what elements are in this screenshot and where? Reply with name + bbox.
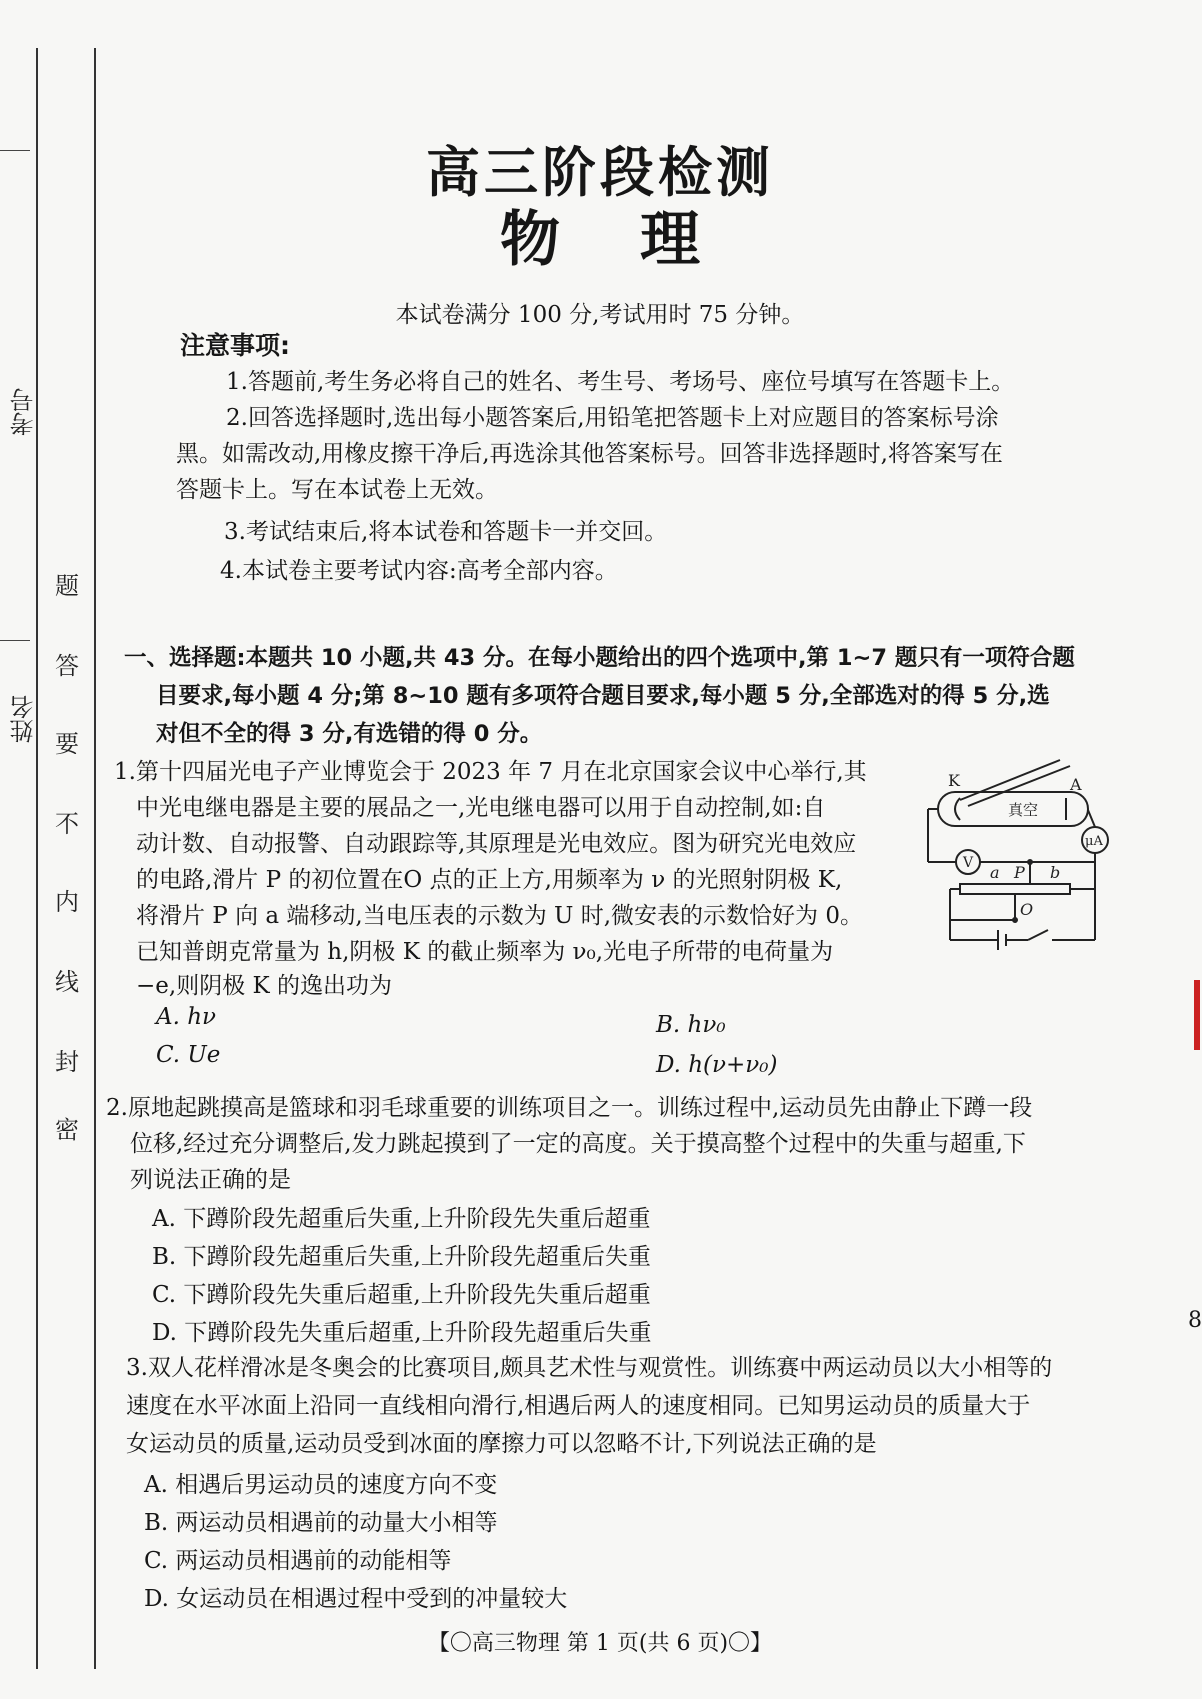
binding-line-outer bbox=[36, 48, 38, 1669]
question-1-text: 将滑片 P 向 a 端移动,当电压表的示数为 U 时,微安表的示数恰好为 0。 bbox=[136, 903, 864, 929]
notice-item: 2.回答选择题时,选出每小题答案后,用铅笔把答题卡上对应题目的答案标号涂 bbox=[226, 405, 999, 431]
label-o: O bbox=[1020, 900, 1034, 919]
subject-title: 物理 bbox=[500, 205, 780, 275]
label-a-terminal: A bbox=[1070, 775, 1082, 794]
photoelectric-circuit-diagram bbox=[920, 760, 1120, 960]
fill-line bbox=[0, 640, 30, 641]
seal-char: 封 bbox=[55, 1048, 79, 1076]
label-a: a bbox=[990, 863, 1000, 882]
label-p: P bbox=[1014, 863, 1025, 882]
label-microammeter: μA bbox=[1085, 834, 1103, 849]
edge-mark: 8 bbox=[1188, 1308, 1202, 1333]
question-1-text: 中光电继电器是主要的展品之一,光电继电器可以用于自动控制,如:自 bbox=[136, 795, 826, 821]
label-vacuum: 真空 bbox=[1008, 801, 1039, 819]
label-k: K bbox=[948, 771, 960, 790]
q1-option-d: D. h(ν+ν₀) bbox=[656, 1052, 778, 1078]
notice-item: 黑。如需改动,用橡皮擦干净后,再选涂其他答案标号。回答非选择题时,将答案写在 bbox=[176, 441, 1003, 467]
question-1-text: 已知普朗克常量为 h,阴极 K 的截止频率为 ν₀,光电子所带的电荷量为 bbox=[136, 939, 834, 965]
page-title: 高三阶段检测 bbox=[426, 140, 774, 204]
question-3-text: 3.双人花样滑冰是冬奥会的比赛项目,颇具艺术性与观赏性。训练赛中两运动员以大小相等的 bbox=[126, 1355, 1053, 1381]
seal-char: 密 bbox=[55, 1116, 79, 1144]
q2-option-b: B. 下蹲阶段先超重后失重,上升阶段先超重后失重 bbox=[152, 1244, 651, 1270]
q2-option-a: A. 下蹲阶段先超重后失重,上升阶段先失重后超重 bbox=[152, 1206, 651, 1232]
light-ray bbox=[968, 766, 1070, 806]
question-1-text: 1.第十四届光电子产业博览会于 2023 年 7 月在北京国家会议中心举行,其 bbox=[114, 759, 867, 785]
exam-info: 本试卷满分 100 分,考试用时 75 分钟。 bbox=[395, 302, 805, 328]
question-2-text: 位移,经过充分调整后,发力跳起摸到了一定的高度。关于摸高整个过程中的失重与超重,下 bbox=[130, 1131, 1026, 1157]
notice-item: 1.答题前,考生务必将自己的姓名、考生号、考场号、座位号填写在答题卡上。 bbox=[226, 369, 1015, 395]
notice-item: 4.本试卷主要考试内容:高考全部内容。 bbox=[220, 558, 618, 584]
exam-no-label: 考号 bbox=[10, 388, 38, 436]
rheostat bbox=[960, 884, 1070, 894]
q3-option-c: C. 两运动员相遇前的动能相等 bbox=[144, 1548, 452, 1574]
cathode bbox=[955, 798, 960, 820]
question-1-text: 的电路,滑片 P 的初位置在O 点的正上方,用频率为 ν 的光照射阴极 K, bbox=[136, 867, 843, 893]
label-voltmeter: V bbox=[963, 855, 974, 871]
page-footer: 【〇高三物理 第 1 页(共 6 页)〇】 bbox=[427, 1631, 773, 1656]
seal-char: 内 bbox=[55, 888, 79, 916]
notice-heading: 注意事项: bbox=[180, 331, 290, 360]
notice-item: 3.考试结束后,将本试卷和答题卡一并交回。 bbox=[224, 519, 668, 545]
q1-option-c: C. Ue bbox=[156, 1042, 221, 1068]
seal-char: 答 bbox=[55, 652, 79, 680]
q2-option-c: C. 下蹲阶段先失重后超重,上升阶段先失重后超重 bbox=[152, 1282, 651, 1308]
q1-option-a: A. hν bbox=[156, 1004, 217, 1030]
question-1-text: −e,则阴极 K 的逸出功为 bbox=[136, 973, 392, 999]
seal-char: 题 bbox=[55, 572, 79, 600]
question-2-text: 2.原地起跳摸高是篮球和羽毛球重要的训练项目之一。训练过程中,运动员先由静止下蹲一段 bbox=[106, 1095, 1033, 1121]
light-ray bbox=[960, 760, 1060, 800]
q1-option-b: B. hν₀ bbox=[656, 1012, 726, 1038]
section-instruction: 目要求,每小题 4 分;第 8~10 题有多项符合题目要求,每小题 5 分,全部选对的得 5 分,选 bbox=[156, 683, 1050, 709]
section-instruction: 对但不全的得 3 分,有选错的得 0 分。 bbox=[156, 721, 543, 747]
red-edge-mark bbox=[1194, 980, 1200, 1050]
label-b: b bbox=[1050, 863, 1061, 882]
question-1-text: 动计数、自动报警、自动跟踪等,其原理是光电效应。图为研究光电效应 bbox=[136, 831, 857, 857]
q3-option-d: D. 女运动员在相遇过程中受到的冲量较大 bbox=[144, 1586, 568, 1612]
name-label: 姓名 bbox=[10, 695, 38, 743]
question-3-text: 女运动员的质量,运动员受到冰面的摩擦力可以忽略不计,下列说法正确的是 bbox=[126, 1431, 877, 1457]
binding-line-inner bbox=[94, 48, 96, 1669]
q3-option-a: A. 相遇后男运动员的速度方向不变 bbox=[144, 1472, 498, 1498]
switch bbox=[1028, 930, 1048, 940]
question-2-text: 列说法正确的是 bbox=[130, 1167, 291, 1193]
notice-item: 答题卡上。写在本试卷上无效。 bbox=[176, 477, 498, 503]
question-3-text: 速度在水平冰面上沿同一直线相向滑行,相遇后两人的速度相同。已知男运动员的质量大于 bbox=[126, 1393, 1031, 1419]
section-instruction: 一、选择题:本题共 10 小题,共 43 分。在每小题给出的四个选项中,第 1~7 题只有一项符合题 bbox=[124, 645, 1075, 671]
seal-char: 不 bbox=[55, 810, 79, 838]
q2-option-d: D. 下蹲阶段先失重后超重,上升阶段先超重后失重 bbox=[152, 1320, 652, 1346]
seal-char: 线 bbox=[55, 968, 79, 996]
seal-char: 要 bbox=[55, 730, 79, 758]
q3-option-b: B. 两运动员相遇前的动量大小相等 bbox=[144, 1510, 498, 1536]
